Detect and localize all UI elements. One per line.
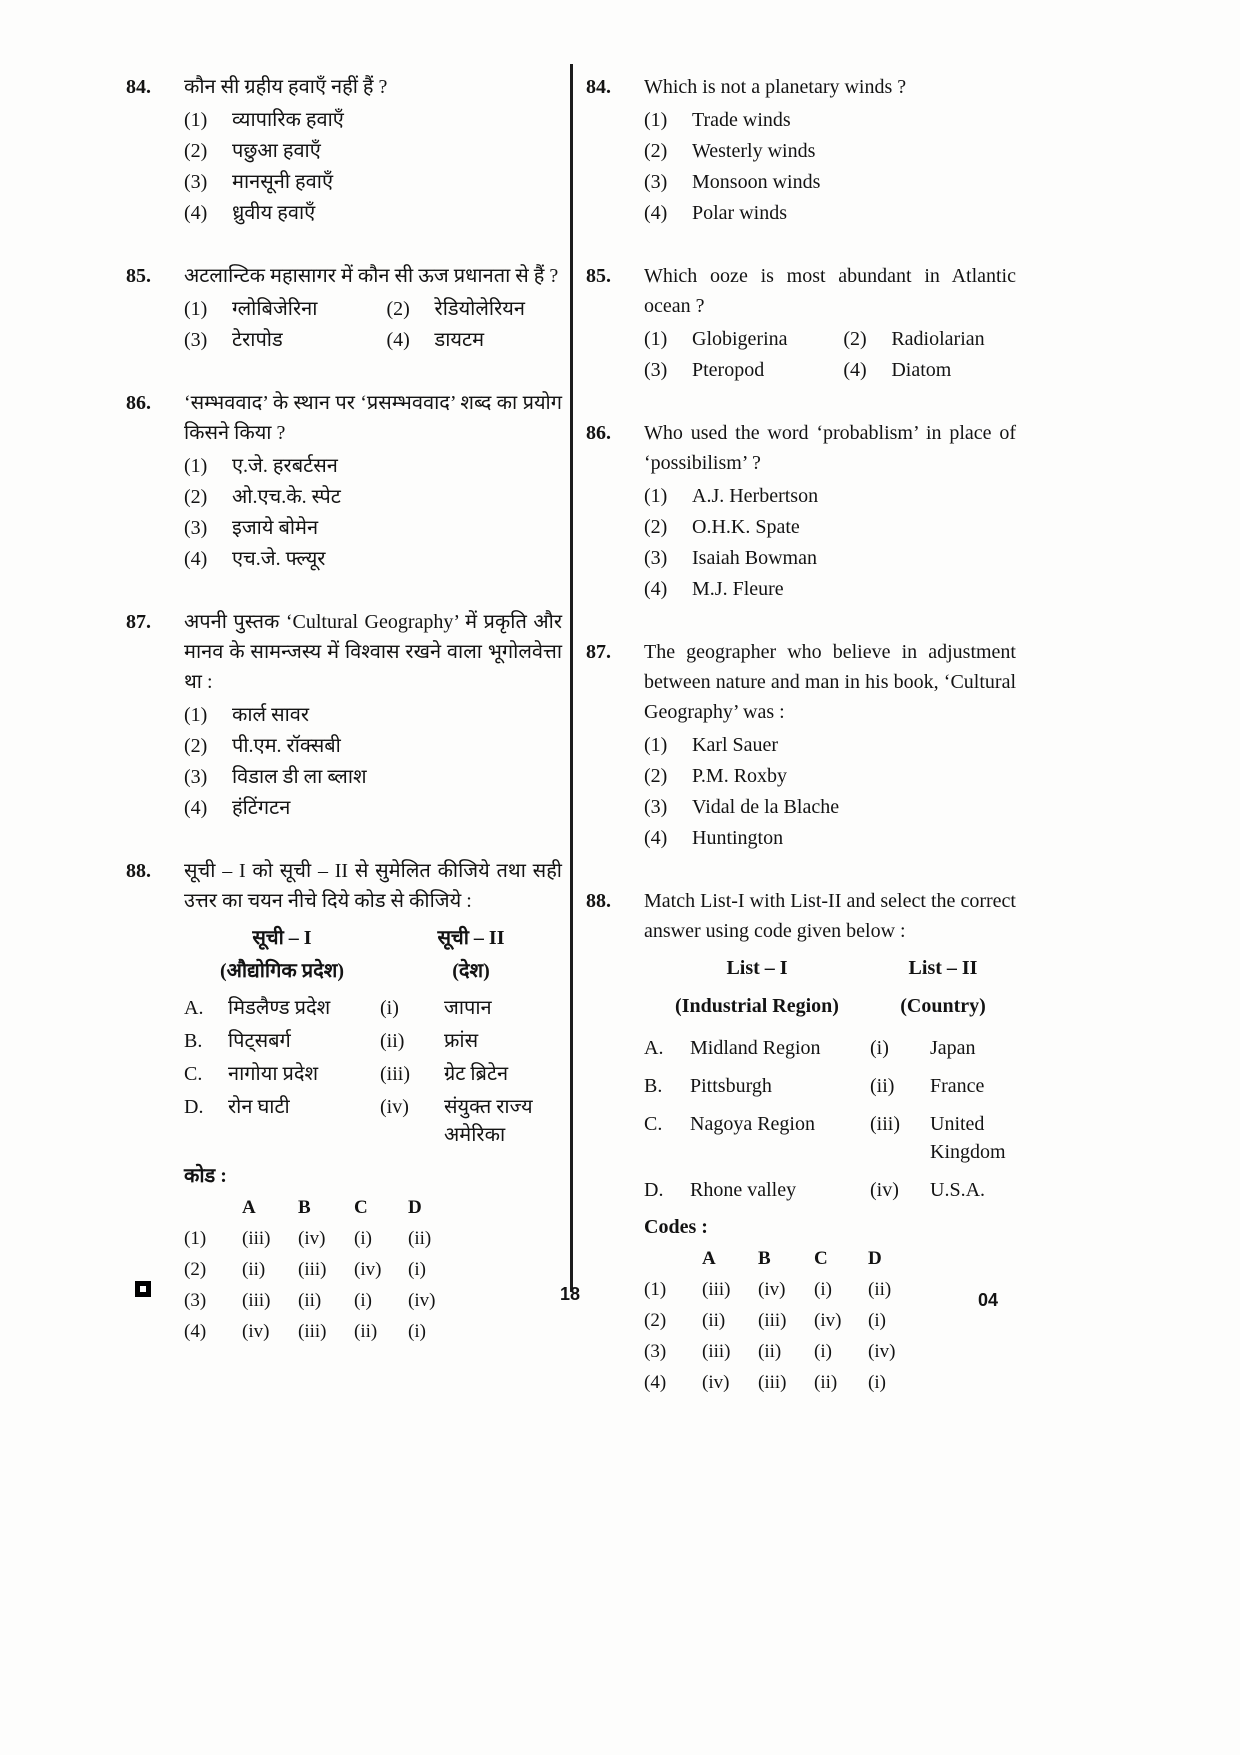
options-list [644,730,1016,854]
option [184,513,562,544]
option-label: (3) [184,517,208,539]
option-text: मानसूनी हवाएँ [232,171,334,193]
option [644,543,1016,574]
codes-header-a: A [702,1248,716,1269]
match-row-value: U.S.A. [930,1179,986,1201]
booklet-code: 04 [978,1290,999,1310]
option [184,482,562,513]
option-text: Pteropod [692,359,765,381]
option-text: डायटम [434,329,485,351]
option-label: (1) [644,328,668,350]
codes-cell: (ii) [868,1279,892,1300]
option-text: ओ.एच.के. स्पेट [232,486,341,508]
question-number: 87. [586,641,611,663]
option-label: (3) [644,359,668,381]
option-label: (1) [644,485,668,507]
codes-cell: (i) [868,1310,886,1331]
option-label: (4) [644,202,668,224]
option-label: (3) [644,547,668,569]
codes-cell: (iv) [868,1341,896,1362]
codes-cell: (ii) [298,1290,322,1311]
match-list-table [644,954,1016,1204]
option [184,167,562,198]
option-label: (3) [644,796,668,818]
codes-cell: (iv) [298,1228,326,1249]
option [644,481,1016,512]
option [184,731,562,762]
codes-cell: (ii) [354,1321,378,1342]
codes-cell: (ii) [242,1259,266,1280]
list1-title: List – I [726,957,788,979]
list2-subtitle: (Country) [900,995,986,1017]
options-list [184,105,562,229]
option [184,105,562,136]
codes-row-label: (1) [184,1228,207,1249]
option-label: (2) [843,328,867,350]
column-divider [570,64,573,1292]
match-row-letter: D. [184,1096,204,1118]
english-column [586,72,1016,1430]
codes-cell: (iv) [814,1310,842,1331]
question-85-english [586,261,1016,386]
option-text: Huntington [692,827,784,849]
codes-header-c: C [354,1197,368,1218]
option [644,730,1016,761]
option-label: (2) [644,140,668,162]
question-86-english [586,418,1016,605]
option [644,792,1016,823]
codes-cell: (iv) [242,1321,270,1342]
option-label: (3) [644,171,668,193]
codes-header-a: A [242,1197,256,1218]
codes-row-label: (1) [644,1279,667,1300]
codes-cell: (i) [868,1372,886,1393]
option-text: P.M. Roxby [692,765,788,787]
question-stem: अपनी पुस्तक ‘Cultural Geography’ में प्रकृति और मानव के सामन्जस्य में विश्वास रखने वाला भूगोलवेत्ता था : [184,611,562,693]
list2-subtitle: (देश) [452,960,490,982]
options-list [184,700,562,824]
question-87-english [586,637,1016,854]
match-row-value: संयुक्त राज्य अमेरिका [444,1096,533,1146]
option [843,355,1016,386]
codes-cell: (iii) [298,1321,327,1342]
option-label: (2) [386,298,410,320]
option [644,512,1016,543]
codes-row-label: (4) [184,1321,207,1342]
codes-cell: (i) [814,1279,832,1300]
option-text: A.J. Herbertson [692,485,819,507]
options-list [184,451,562,575]
option-label: (4) [184,202,208,224]
codes-cell: (iii) [242,1290,271,1311]
match-row-item: Pittsburgh [690,1075,772,1097]
option-label: (1) [644,734,668,756]
codes-header-c: C [814,1248,828,1269]
codes-row-label: (3) [184,1290,207,1311]
question-number: 85. [126,265,151,287]
list2-title: List – II [908,957,978,979]
match-row-roman: (i) [380,997,399,1019]
match-row-value: France [930,1075,985,1097]
codes-cell: (ii) [702,1310,726,1331]
codes-cell: (i) [354,1228,372,1249]
question-85-hindi [126,261,562,356]
option [184,700,562,731]
option-text: Isaiah Bowman [692,547,817,569]
option [184,325,381,356]
option [644,823,1016,854]
codes-cell: (i) [408,1321,426,1342]
codes-cell: (iv) [758,1279,786,1300]
match-row-roman: (iv) [870,1179,899,1201]
option-text: टेरापोड [232,329,283,351]
option [644,105,1016,136]
option [644,167,1016,198]
codes-table [644,1243,1016,1398]
list1-subtitle: (औद्योगिक प्रदेश) [220,960,344,982]
question-88-hindi [126,856,562,1347]
match-row-letter: B. [184,1030,203,1052]
match-row-value: फ्रांस [444,1030,479,1052]
question-stem: Which ooze is most abundant in Atlantic ocean ? [644,265,1016,317]
option-text: M.J. Fleure [692,578,784,600]
option-text: पी.एम. रॉक्सबी [232,735,341,757]
match-row-item: पिट्सबर्ग [228,1030,291,1052]
match-row-value: Japan [930,1037,976,1059]
match-row-roman: (iii) [380,1063,410,1085]
option-text: Trade winds [692,109,791,131]
options-list [644,481,1016,605]
codes-row-label: (2) [644,1310,667,1331]
question-stem: Match List-I with List-II and select the correct answer using code given below : [644,890,1016,942]
list1-subtitle: (Industrial Region) [675,995,839,1017]
question-86-hindi [126,388,562,575]
option-text: हंटिंगटन [232,797,291,819]
match-row-item: मिडलैण्ड प्रदेश [228,997,331,1019]
codes-header-b: B [298,1197,311,1218]
question-number: 84. [586,76,611,98]
option-text: Radiolarian [891,328,985,350]
option-text: Karl Sauer [692,734,779,756]
question-84-hindi [126,72,562,229]
codes-label: कोड : [184,1165,227,1187]
match-row-item: नागोया प्रदेश [228,1063,319,1085]
option-text: Monsoon winds [692,171,821,193]
codes-cell: (ii) [408,1228,432,1249]
question-stem: कौन सी ग्रहीय हवाएँ नहीं हैं ? [184,76,388,98]
option [644,198,1016,229]
option-label: (2) [644,516,668,538]
option [644,324,837,355]
codes-cell: (i) [408,1259,426,1280]
codes-header-b: B [758,1248,771,1269]
codes-label: Codes : [644,1216,708,1238]
option-text: Diatom [891,359,952,381]
codes-header-d: D [408,1197,422,1218]
codes-cell: (i) [814,1341,832,1362]
match-row-item: रोन घाटी [228,1096,290,1118]
page-number: 18 [560,1284,581,1304]
option-text: इजाये बोमेन [232,517,319,539]
option [184,762,562,793]
options-list [644,105,1016,229]
option-label: (1) [184,455,208,477]
option-text: ध्रुवीय हवाएँ [232,202,316,224]
option [184,793,562,824]
match-row-roman: (ii) [380,1030,405,1052]
match-row-value: ग्रेट ब्रिटेन [444,1063,509,1085]
question-stem: सूची – I को सूची – II से सुमेलित कीजिये तथा सही उत्तर का चयन नीचे दिये कोड से कीजिये : [184,860,562,912]
match-row-item: Rhone valley [690,1179,797,1201]
codes-row-label: (3) [644,1341,667,1362]
option-label: (4) [184,797,208,819]
question-number: 88. [586,890,611,912]
option [184,294,381,325]
option-text: रेडियोलेरियन [434,298,525,320]
options-list [184,294,562,356]
option-text: व्यापारिक हवाएँ [232,109,344,131]
option-text: ग्लोबिजेरिना [232,298,318,320]
question-88-english [586,886,1016,1398]
question-stem: The geographer who believe in adjustment between nature and man in his book, ‘Cultural Geography’ was : [644,641,1016,723]
option-text: विडाल डी ला ब्लाश [232,766,367,788]
codes-table [184,1192,562,1347]
option [843,324,1016,355]
option-label: (2) [184,486,208,508]
match-row-value: United Kingdom [930,1113,1006,1163]
codes-cell: (ii) [814,1372,838,1393]
codes-cell: (iv) [408,1290,436,1311]
codes-cell: (ii) [758,1341,782,1362]
question-stem: ‘सम्भववाद’ के स्थान पर ‘प्रसम्भववाद’ शब्द का प्रयोग किसने किया ? [184,392,562,444]
option-label: (4) [386,329,410,351]
option [184,198,562,229]
codes-cell: (iii) [758,1372,787,1393]
list2-title: सूची – II [437,927,505,949]
option-label: (4) [184,548,208,570]
option-label: (3) [184,766,208,788]
page-marker-icon [135,1281,151,1297]
option-label: (3) [184,329,208,351]
codes-cell: (iii) [758,1310,787,1331]
codes-cell: (iv) [702,1372,730,1393]
match-row-item: Nagoya Region [690,1113,815,1135]
question-84-english [586,72,1016,229]
list1-title: सूची – I [252,927,312,949]
codes-row-label: (2) [184,1259,207,1280]
option [184,544,562,575]
match-row-roman: (i) [870,1037,889,1059]
option-label: (1) [184,298,208,320]
option [644,574,1016,605]
option-label: (2) [644,765,668,787]
option-text: Vidal de la Blache [692,796,840,818]
option-text: O.H.K. Spate [692,516,800,538]
option [644,355,837,386]
match-row-letter: C. [644,1113,663,1135]
option-text: एच.जे. फ्ल्यूर [232,548,326,570]
option-text: Westerly winds [692,140,816,162]
option [184,451,562,482]
option-text: Polar winds [692,202,787,224]
question-number: 86. [126,392,151,414]
option [644,761,1016,792]
question-number: 88. [126,860,151,882]
match-row-letter: D. [644,1179,664,1201]
question-number: 84. [126,76,151,98]
question-stem: अटलान्टिक महासागर में कौन सी ऊज प्रधानता से हैं ? [184,265,559,287]
option-label: (1) [184,109,208,131]
option-text: ए.जे. हरबर्टसन [232,455,338,477]
option-label: (4) [644,578,668,600]
option-text: कार्ल सावर [232,704,310,726]
option-label: (4) [644,827,668,849]
codes-cell: (iii) [242,1228,271,1249]
match-row-roman: (ii) [870,1075,895,1097]
codes-cell: (iv) [354,1259,382,1280]
codes-cell: (iii) [702,1279,731,1300]
match-list-table [184,924,562,1149]
match-row-roman: (iii) [870,1113,900,1135]
question-number: 87. [126,611,151,633]
match-row-item: Midland Region [690,1037,821,1059]
codes-cell: (iii) [298,1259,327,1280]
option-label: (3) [184,171,208,193]
question-number: 86. [586,422,611,444]
match-row-letter: A. [644,1037,664,1059]
match-row-letter: C. [184,1063,203,1085]
codes-row-label: (4) [644,1372,667,1393]
option-label: (1) [644,109,668,131]
option-text: पछुआ हवाएँ [232,140,321,162]
option [644,136,1016,167]
option-label: (4) [843,359,867,381]
question-stem: Which is not a planetary winds ? [644,76,907,98]
codes-cell: (iii) [702,1341,731,1362]
match-row-roman: (iv) [380,1096,409,1118]
option-label: (1) [184,704,208,726]
codes-header-d: D [868,1248,882,1269]
question-87-hindi [126,607,562,824]
match-row-letter: A. [184,997,204,1019]
question-stem: Who used the word ‘probablism’ in place of ‘possibilism’ ? [644,422,1016,474]
question-number: 85. [586,265,611,287]
option-label: (2) [184,140,208,162]
codes-cell: (i) [354,1290,372,1311]
option [387,325,562,356]
option-label: (2) [184,735,208,757]
match-row-letter: B. [644,1075,663,1097]
option [184,136,562,167]
option [387,294,562,325]
option-text: Globigerina [692,328,788,350]
options-list [644,324,1016,386]
match-row-value: जापान [444,997,492,1019]
hindi-column [126,72,562,1379]
